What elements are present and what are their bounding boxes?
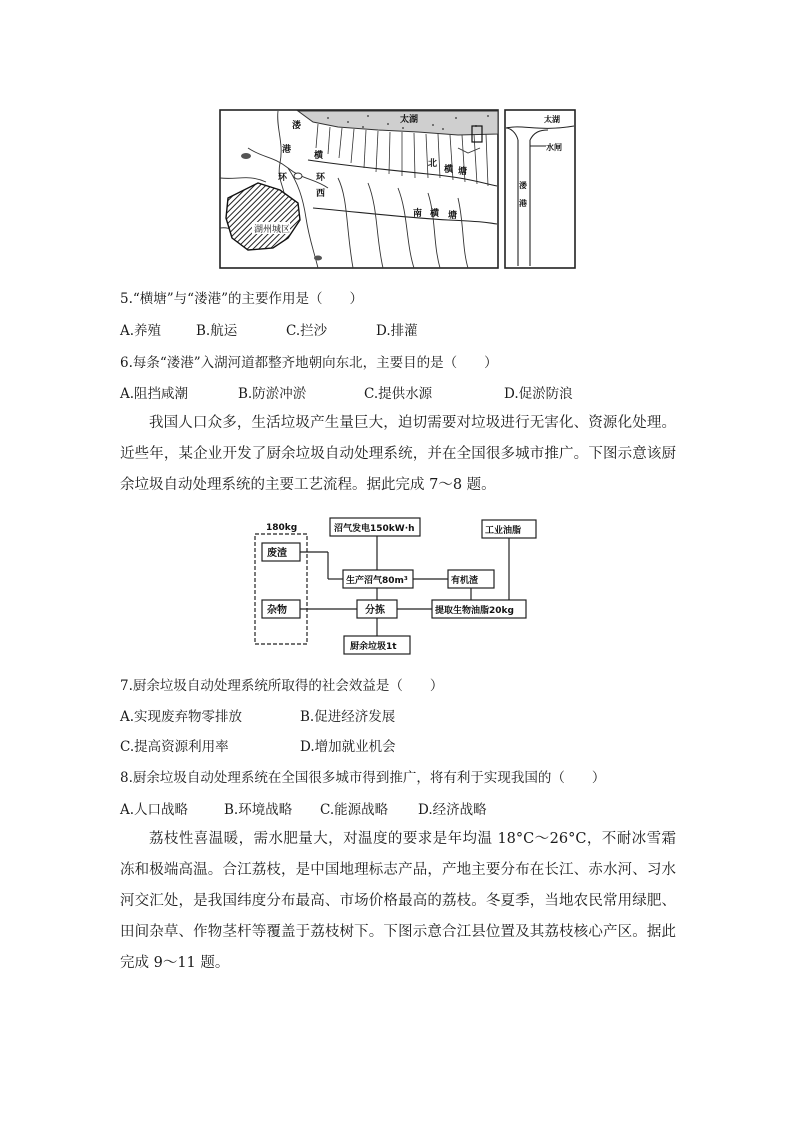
q8-option-a[interactable]: A.人口战略	[120, 802, 189, 818]
map-label-tang2: 塘	[448, 211, 458, 221]
flow-box-sort: 分拣	[365, 605, 385, 616]
q8-option-c[interactable]: C.能源战略	[320, 802, 389, 818]
map-label-heng3: 横	[430, 209, 440, 219]
question-5-stem: 5.“横塘”与“溇港”的主要作用是（ ）	[120, 291, 363, 307]
question-8-stem: 8.厨余垃圾自动处理系统在全国很多城市得到推广，将有利于实现我国的（ ）	[120, 770, 606, 786]
map-label-tang: 塘	[458, 167, 468, 177]
question-6-stem: 6.每条“溇港”入湖河道都整齐地朝向东北，主要目的是（ ）	[120, 355, 498, 371]
map-label-taihu: 太湖	[400, 115, 419, 125]
flow-box-zawu: 杂物	[267, 605, 287, 616]
map-label-nan: 南	[413, 209, 423, 219]
question-7-stem: 7.厨余垃圾自动处理系统所取得的社会效益是（ ）	[120, 678, 444, 694]
inset-label-gang: 港	[519, 199, 527, 208]
flow-box-industrial-oil: 工业油脂	[485, 526, 522, 536]
map-label-xi: 西	[316, 189, 326, 199]
map-label-heng2: 横	[444, 165, 454, 175]
flow-box-kitchen-waste: 厨余垃圾1t	[350, 642, 397, 652]
q8-option-d[interactable]: D.经济战略	[418, 802, 487, 818]
q5-option-a[interactable]: A.养殖	[120, 323, 162, 339]
q7-option-c[interactable]: C.提高资源利用率	[120, 739, 229, 755]
passage-kitchen-waste: 我国人口众多，生活垃圾产生量巨大，迫切需要对垃圾进行无害化、资源化处理。近些年，某企业开发了厨余垃圾自动处理系统，并在全国很多城市推广。下图示意该厨余垃圾自动处理系统的主要工艺流程。据此完成 7～8 题。	[120, 415, 676, 493]
q8-option-b[interactable]: B.环境战略	[224, 802, 293, 818]
q5-option-c[interactable]: C.拦沙	[286, 323, 328, 339]
q5-option-d[interactable]: D.排灌	[376, 323, 418, 339]
q5-option-b[interactable]: B.航运	[196, 323, 238, 339]
flow-box-biogas: 生产沼气80m³	[346, 576, 408, 586]
map-label-huan2: 环	[316, 173, 326, 183]
kitchen-waste-flowchart	[250, 512, 550, 660]
map-label-gang: 港	[282, 145, 292, 155]
q6-option-d[interactable]: D.促淤防浪	[504, 386, 573, 402]
loujiang-map-figure	[218, 108, 578, 270]
map-label-huan1: 环	[278, 173, 288, 183]
q6-option-c[interactable]: C.提供水源	[364, 386, 433, 402]
inset-label-taihu: 太湖	[544, 115, 560, 124]
q7-option-b[interactable]: B.促进经济发展	[300, 709, 396, 725]
map-label-bei: 北	[428, 159, 438, 169]
q7-option-a[interactable]: A.实现废弃物零排放	[120, 709, 243, 725]
flow-box-biofuel: 提取生物油脂20kg	[435, 606, 514, 616]
huzhou-city-label: 湖州城区	[254, 225, 291, 235]
q7-option-d[interactable]: D.增加就业机会	[300, 739, 396, 755]
flow-box-feizha: 废渣	[267, 548, 287, 559]
map-label-heng: 横	[314, 151, 324, 161]
q6-option-a[interactable]: A.阻挡咸潮	[120, 386, 189, 402]
inset-label-lou: 溇	[519, 181, 527, 190]
passage-lychee: 荔枝性喜温暖，需水肥量大，对温度的要求是年均温 18°C～26°C，不耐冰雪霜冻和极端高温。合江荔枝，是中国地理标志产品，产地主要分布在长江、赤水河、习水河交汇处，是我国纬度分布最高、市场价格最高的荔枝。冬夏季，当地农民常用绿肥、田间杂草、作物茎杆等覆盖于荔枝树下。下图示意合江县位置及其荔枝核心产区。据此完成 9～11 题。	[120, 831, 676, 971]
flow-box-power: 沼气发电150kW·h	[334, 524, 415, 534]
inset-label-shuizha: 水闸	[546, 143, 562, 152]
q6-option-b[interactable]: B.防淤冲淤	[238, 386, 307, 402]
map-label-lou: 溇	[292, 121, 302, 131]
flow-box-organic: 有机渣	[451, 576, 479, 586]
flow-weight-180: 180kg	[266, 523, 298, 533]
